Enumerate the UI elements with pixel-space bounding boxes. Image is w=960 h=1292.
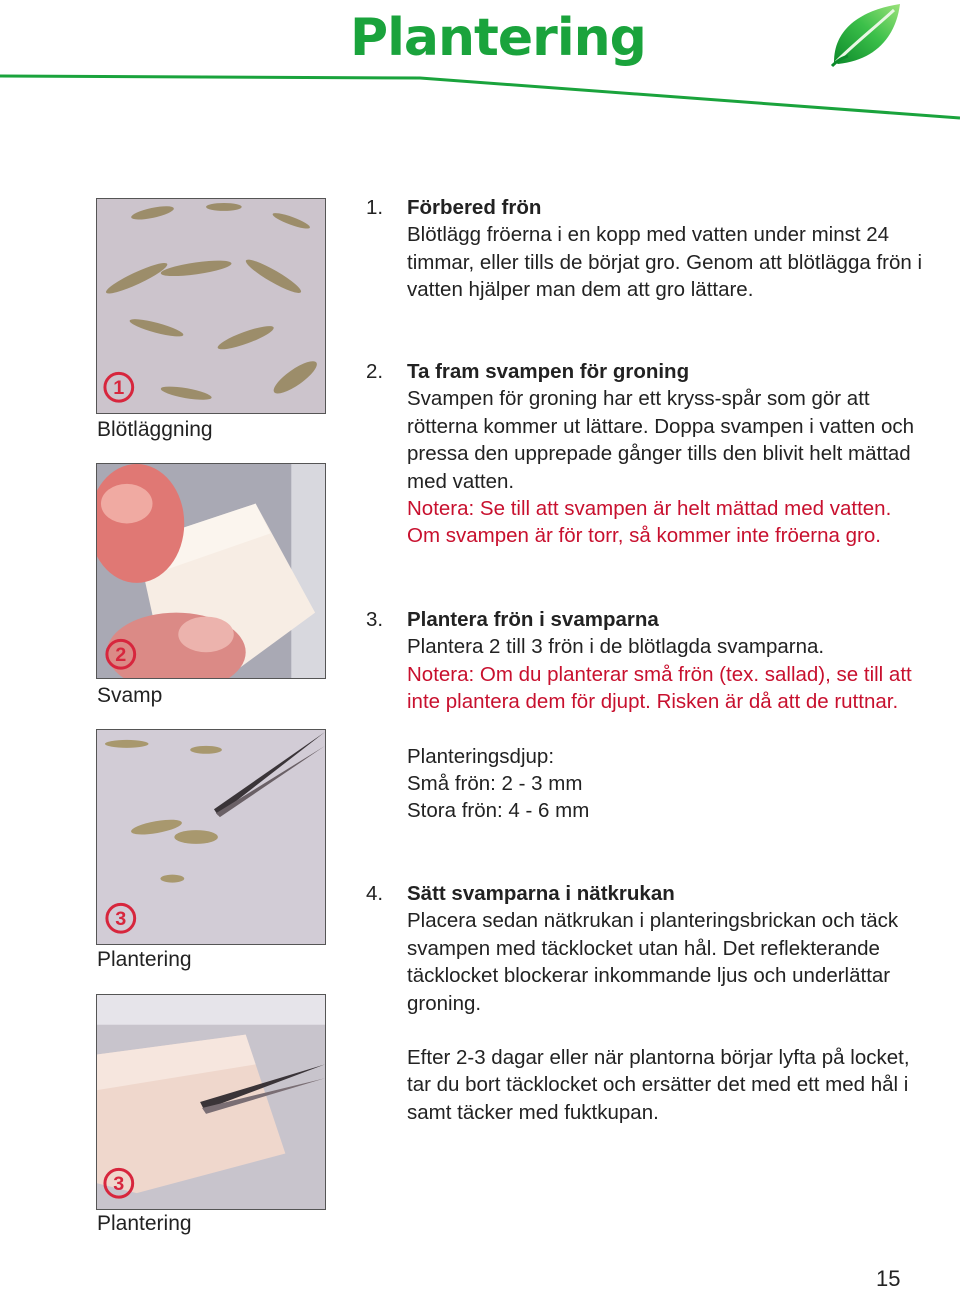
step-3 bbox=[366, 606, 926, 825]
planting-depth-small: Små frön: 2 - 3 mm bbox=[407, 772, 583, 796]
photo-badge-3: 3 bbox=[115, 908, 127, 931]
sponge-photo bbox=[96, 463, 326, 679]
photo-caption-planting-1: Plantering bbox=[97, 948, 192, 971]
leaf-logo-icon bbox=[828, 2, 904, 68]
step-1 bbox=[366, 194, 926, 304]
photo-badge-1: 1 bbox=[113, 377, 125, 400]
step-title: Plantera frön i svamparna bbox=[407, 608, 659, 631]
step-extra-text: Efter 2-3 dagar eller när plantorna börjar lyfta på locket, tar du bort täcklocket och ersätter det med ett med hål i samt täcker med fuktkupan. bbox=[407, 1046, 910, 1124]
photo-caption-soaking: Blötläggning bbox=[97, 418, 213, 441]
page-title: Plantering bbox=[350, 8, 646, 68]
step-title: Ta fram svampen för groning bbox=[407, 360, 690, 383]
photo-badge-2: 2 bbox=[115, 644, 127, 667]
step-2 bbox=[366, 358, 926, 550]
step-note: Notera: Om du planterar små frön (tex. sallad), se till att inte plantera dem för djupt. Risken är då att de ruttnar. bbox=[407, 662, 912, 714]
step-text: Blötlägg fröerna i en kopp med vatten under minst 24 timmar, eller tills de börjat gro. Genom att blötlägga frön i vatten hjälper man dem att gro lättare. bbox=[407, 223, 923, 302]
tweezers-seeds-photo bbox=[96, 729, 326, 945]
page-number: 15 bbox=[876, 1266, 901, 1291]
step-text: Plantera 2 till 3 frön i de blötlagda svamparna. bbox=[407, 635, 825, 659]
photo-caption-sponge: Svamp bbox=[97, 684, 163, 707]
seeds-soaking-photo bbox=[96, 198, 326, 414]
step-number: 4. bbox=[366, 882, 384, 905]
photo-caption-planting-2: Plantering bbox=[97, 1212, 192, 1235]
planting-depth-heading: Planteringsdjup: bbox=[407, 744, 555, 768]
tweezers-sponge-photo bbox=[96, 994, 326, 1210]
step-title: Sätt svamparna i nätkrukan bbox=[407, 882, 675, 905]
header-rule bbox=[0, 66, 960, 126]
step-number: 1. bbox=[366, 196, 384, 219]
photo-badge-4: 3 bbox=[113, 1173, 125, 1196]
step-text: Placera sedan nätkrukan i planteringsbrickan och täck svampen med täcklocket utan hål. Det reflekterande täcklocket blockerar inkommande ljus och underlättar groning. bbox=[407, 909, 899, 1015]
step-number: 3. bbox=[366, 608, 384, 631]
step-title: Förbered frön bbox=[407, 196, 542, 219]
step-4 bbox=[366, 880, 926, 1126]
step-number: 2. bbox=[366, 360, 384, 383]
planting-depth-large: Stora frön: 4 - 6 mm bbox=[407, 799, 590, 823]
step-text: Svampen för groning har ett kryss-spår som gör att rötterna kommer ut lättare. Doppa svampen i vatten och pressa den upprepade gånger tills den blivit helt mättad med vatten. bbox=[407, 387, 915, 493]
step-note: Notera: Se till att svampen är helt mättad med vatten. Om svampen är för torr, så kommer inte fröerna gro. bbox=[407, 497, 892, 548]
